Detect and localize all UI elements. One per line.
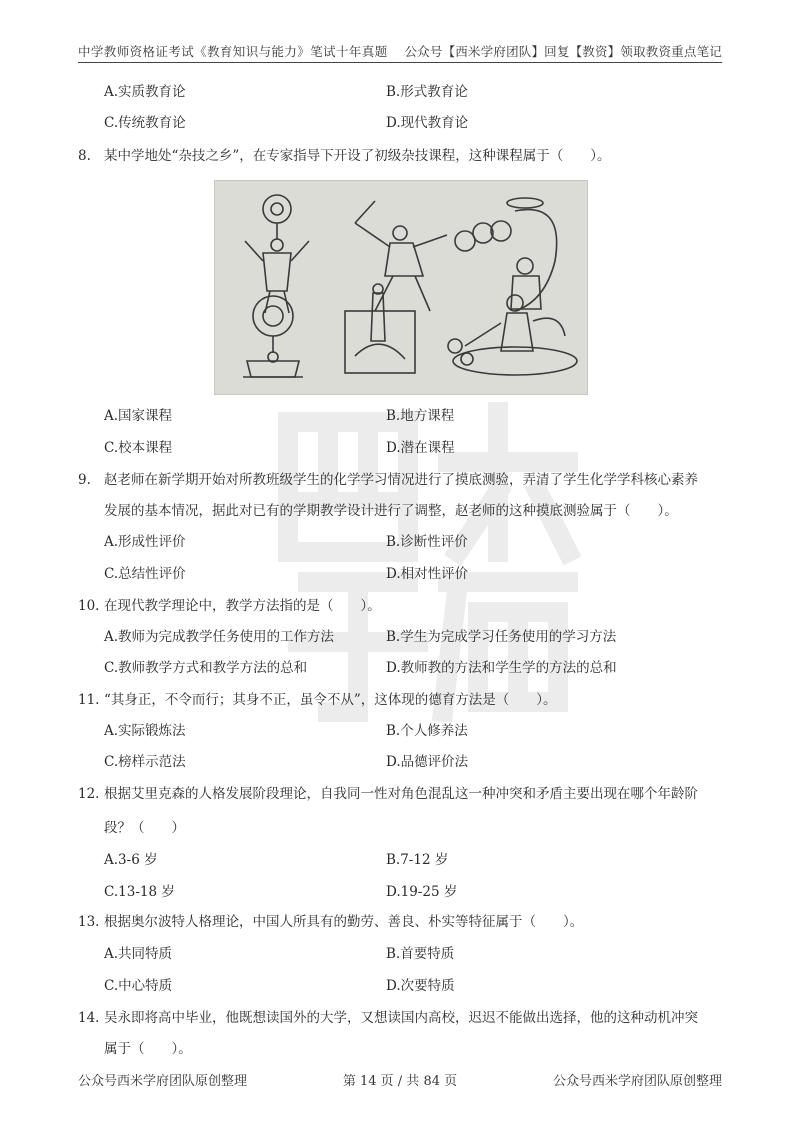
- page-number: 第 14 页 / 共 84 页: [342, 1074, 458, 1089]
- q8-option-a: A.国家课程: [104, 408, 173, 424]
- question-12-line2: 段？（ ）: [104, 820, 185, 836]
- q8-option-b: B.地方课程: [386, 408, 455, 424]
- page-header: [78, 40, 722, 63]
- q8-option-d: D.潜在课程: [386, 440, 455, 456]
- question-8: [78, 146, 611, 166]
- q11-option-d: D.品德评价法: [386, 754, 469, 770]
- q10-option-a: A.教师为完成教学任务使用的工作方法: [104, 629, 335, 645]
- q13-option-d: D.次要特质: [386, 978, 455, 994]
- question-text: 在现代教学理论中，教学方法指的是（ ）。: [104, 598, 381, 614]
- question-number: 12.: [78, 786, 100, 802]
- question-number: 10.: [78, 598, 100, 614]
- q12-option-b: B.7-12 岁: [386, 852, 449, 868]
- question-10: [78, 596, 381, 616]
- q10-option-b: B.学生为完成学习任务使用的学习方法: [386, 629, 617, 645]
- question-number: 8.: [78, 148, 91, 164]
- question-text: 吴永即将高中毕业，他既想读国外的大学，又想读国内高校，迟迟不能做出选择，他的这种动机冲突: [104, 1010, 698, 1026]
- question-number: 11.: [78, 692, 100, 708]
- question-9-line2: 发展的基本情况，据此对已有的学期教学设计进行了调整，赵老师的这种摸底测验属于（ ）。: [104, 503, 678, 519]
- q10-option-d: D.教师教的方法和学生学的方法的总和: [386, 660, 617, 676]
- question-text: 根据奥尔波特人格理论，中国人所具有的勤劳、善良、朴实等特征属于（ ）。: [104, 914, 584, 930]
- q11-option-b: B.个人修养法: [386, 723, 468, 739]
- header-promo: 公众号【西米学府团队】回复【教资】领取教资重点笔记: [404, 44, 722, 59]
- q13-option-b: B.首要特质: [386, 946, 455, 962]
- question-9: [78, 470, 698, 490]
- question-number: 13.: [78, 914, 100, 930]
- q7-option-d: D.现代教育论: [386, 115, 469, 131]
- q9-option-a: A.形成性评价: [104, 534, 186, 550]
- footer-right: 公众号西米学府团队原创整理: [552, 1074, 722, 1089]
- question-text: 赵老师在新学期开始对所教班级学生的化学学习情况进行了摸底测验，弄清了学生化学学科核心素养: [104, 472, 698, 488]
- question-14: [78, 1008, 698, 1028]
- q7-option-c: C.传统教育论: [104, 115, 186, 131]
- question-number: 14.: [78, 1010, 100, 1026]
- question-14-line2: 属于（ ）。: [104, 1041, 192, 1057]
- q8-option-c: C.校本课程: [104, 440, 173, 456]
- q9-option-b: B.诊断性评价: [386, 534, 468, 550]
- question-number: 9.: [78, 472, 91, 488]
- q9-option-d: D.相对性评价: [386, 566, 469, 582]
- acrobatics-paper-cut-image: [214, 180, 588, 395]
- question-text: 某中学地处“杂技之乡”，在专家指导下开设了初级杂技课程，这种课程属于（ ）。: [104, 148, 611, 164]
- q13-option-c: C.中心特质: [104, 978, 173, 994]
- q11-option-c: C.榜样示范法: [104, 754, 186, 770]
- q7-option-a: A.实质教育论: [104, 84, 186, 100]
- q9-option-c: C.总结性评价: [104, 566, 186, 582]
- header-title: 中学教师资格证考试《教育知识与能力》笔试十年真题: [78, 44, 388, 59]
- q7-option-b: B.形式教育论: [386, 84, 468, 100]
- q11-option-a: A.实际锻炼法: [104, 723, 186, 739]
- q12-option-c: C.13-18 岁: [104, 884, 175, 900]
- q12-option-a: A.3-6 岁: [104, 852, 158, 868]
- q10-option-c: C.教师教学方式和教学方法的总和: [104, 660, 308, 676]
- question-text: 根据艾里克森的人格发展阶段理论，自我同一性对角色混乱这一种冲突和矛盾主要出现在哪个年龄阶: [104, 786, 698, 802]
- question-13: [78, 912, 583, 932]
- question-11: [78, 690, 557, 710]
- question-text: “其身正，不令而行；其身不正，虽令不从”，这体现的德育方法是（ ）。: [104, 692, 557, 708]
- q12-option-d: D.19-25 岁: [386, 884, 458, 900]
- footer-left: 公众号西米学府团队原创整理: [78, 1074, 248, 1089]
- q13-option-a: A.共同特质: [104, 946, 173, 962]
- question-12: [78, 784, 698, 804]
